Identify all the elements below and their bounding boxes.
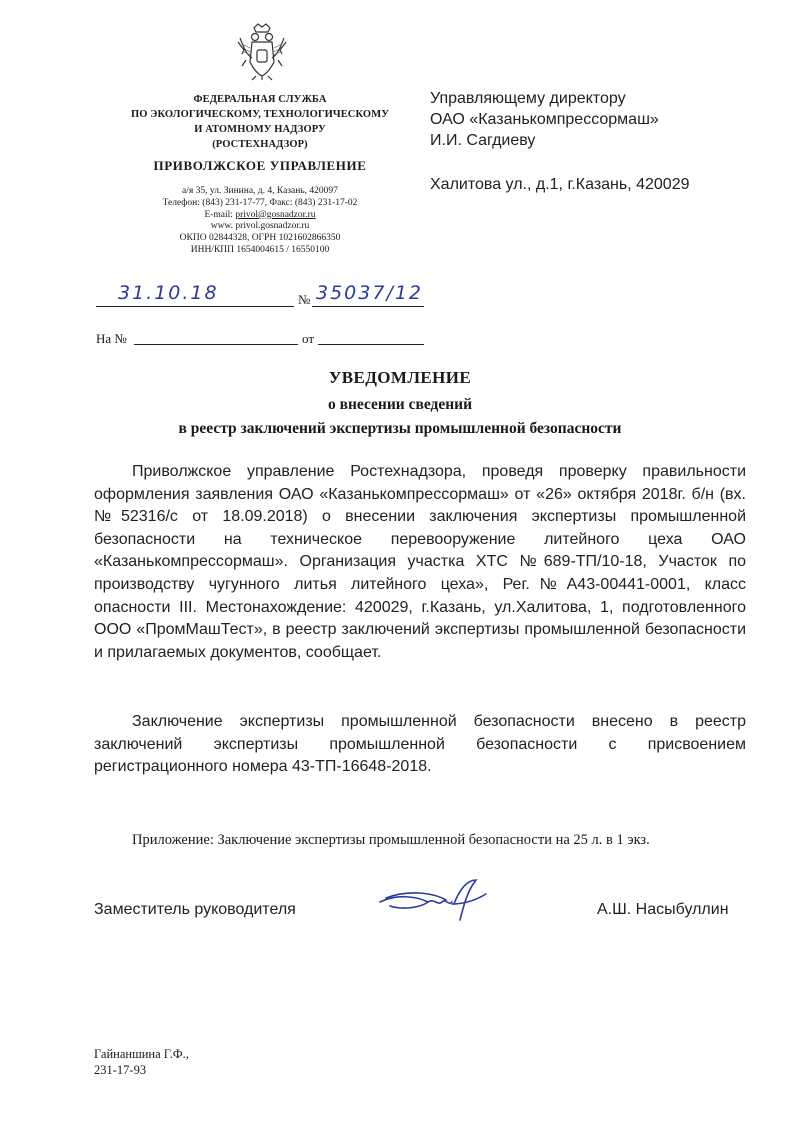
agency-line: ФЕДЕРАЛЬНАЯ СЛУЖБА — [193, 94, 327, 105]
outgoing-number: 35037/12 — [316, 282, 424, 304]
coat-of-arms-emblem — [232, 20, 292, 82]
executor-name: Гайнаншина Г.Ф., — [94, 1047, 189, 1061]
inn-kpp: ИНН/КПП 1654004615 / 16550100 — [190, 244, 330, 255]
agency-name — [115, 92, 405, 152]
ref-label: На № — [96, 331, 127, 346]
document-subtitle-2: в реестр заключений экспертизы промышленной безопасности — [178, 420, 622, 437]
addressee-line: Управляющему директору — [430, 90, 626, 107]
number-label: № — [298, 292, 311, 307]
document-title: УВЕДОМЛЕНИЕ — [328, 368, 472, 387]
from-label: от — [302, 331, 315, 346]
agency-contacts — [115, 186, 405, 257]
date-underline — [96, 306, 294, 307]
executor-phone: 231-17-93 — [94, 1063, 147, 1077]
paragraph-text: Приволжское управление Ростехнадзора, проведя проверку правильности оформления заявления ОАО «Казанькомпрессормаш» от «26» октября 2018г. б/н (вх.№52316/с от 18.09.2018) о внесении заключения экспертизы промышленной безопасности на техническое перевооружение литейного цеха ОАО «Казанькомпрессормаш». Организация участка ХТС №689-ТП/10-18, Участок по производству чугунного литья литейного цеха», Рег.№А43-00441-0001, класс опасности III. Местонахождение: 420029, г.Казань, ул.Халитова, 1, подготовленного ООО «ПромМашТест», в реестр заключений экспертизы промышленной безопасности и прилагаемых документов, сообщает. — [94, 463, 746, 661]
department-name: ПРИВОЛЖСКОЕ УПРАВЛЕНИЕ — [153, 158, 367, 173]
number-underline — [312, 306, 424, 307]
website[interactable]: www. privol.gosnadzor.ru — [210, 221, 310, 232]
executor-info — [94, 1046, 189, 1078]
okpo-ogrn: ОКПО 02844328, ОГРН 1021602866350 — [179, 233, 341, 244]
postal-address: а/я 35, ул. Зинина, д. 4, Казань, 420097 — [182, 186, 338, 196]
signatory-name: А.Ш. Насыбуллин — [597, 901, 729, 918]
email-label: E-mail: — [204, 209, 236, 220]
addressee-line: ОАО «Казанькомпрессормаш» — [430, 111, 659, 128]
body-paragraph-2 — [94, 711, 746, 779]
email-link[interactable]: privol@gosnadzor.ru — [235, 209, 316, 220]
ref-underline — [134, 344, 298, 345]
document-subtitle: о внесении сведений — [327, 396, 473, 413]
from-underline — [318, 344, 424, 345]
signatory-role: Заместитель руководителя — [94, 901, 296, 918]
addressee-line: И.И. Сагдиеву — [430, 132, 536, 149]
email-row — [115, 210, 405, 222]
addressee-street: Халитова ул., д.1, г.Казань, 420029 — [430, 176, 690, 193]
paragraph-text: Заключение экспертизы промышленной безопасности внесено в реестр заключений экспертизы промышленной безопасности с присвоением регистрационного номера 43-ТП-16648-2018. — [94, 713, 746, 776]
body-paragraph-1 — [94, 461, 746, 664]
agency-line: ПО ЭКОЛОГИЧЕСКОМУ, ТЕХНОЛОГИЧЕСКОМУ — [130, 109, 390, 120]
handwritten-signature — [376, 876, 496, 926]
agency-line: (РОСТЕХНАДЗОР) — [212, 139, 308, 150]
phone-fax: Телефон: (843) 231-17-77, Факс: (843) 231-17-02 — [162, 197, 358, 208]
outgoing-date: 31.10.18 — [118, 282, 219, 304]
appendix-note: Приложение: Заключение экспертизы промышленной безопасности на 25 л. в 1 экз. — [132, 832, 650, 848]
agency-line: И АТОМНОМУ НАДЗОРУ — [194, 124, 326, 135]
addressee-block — [430, 88, 659, 151]
